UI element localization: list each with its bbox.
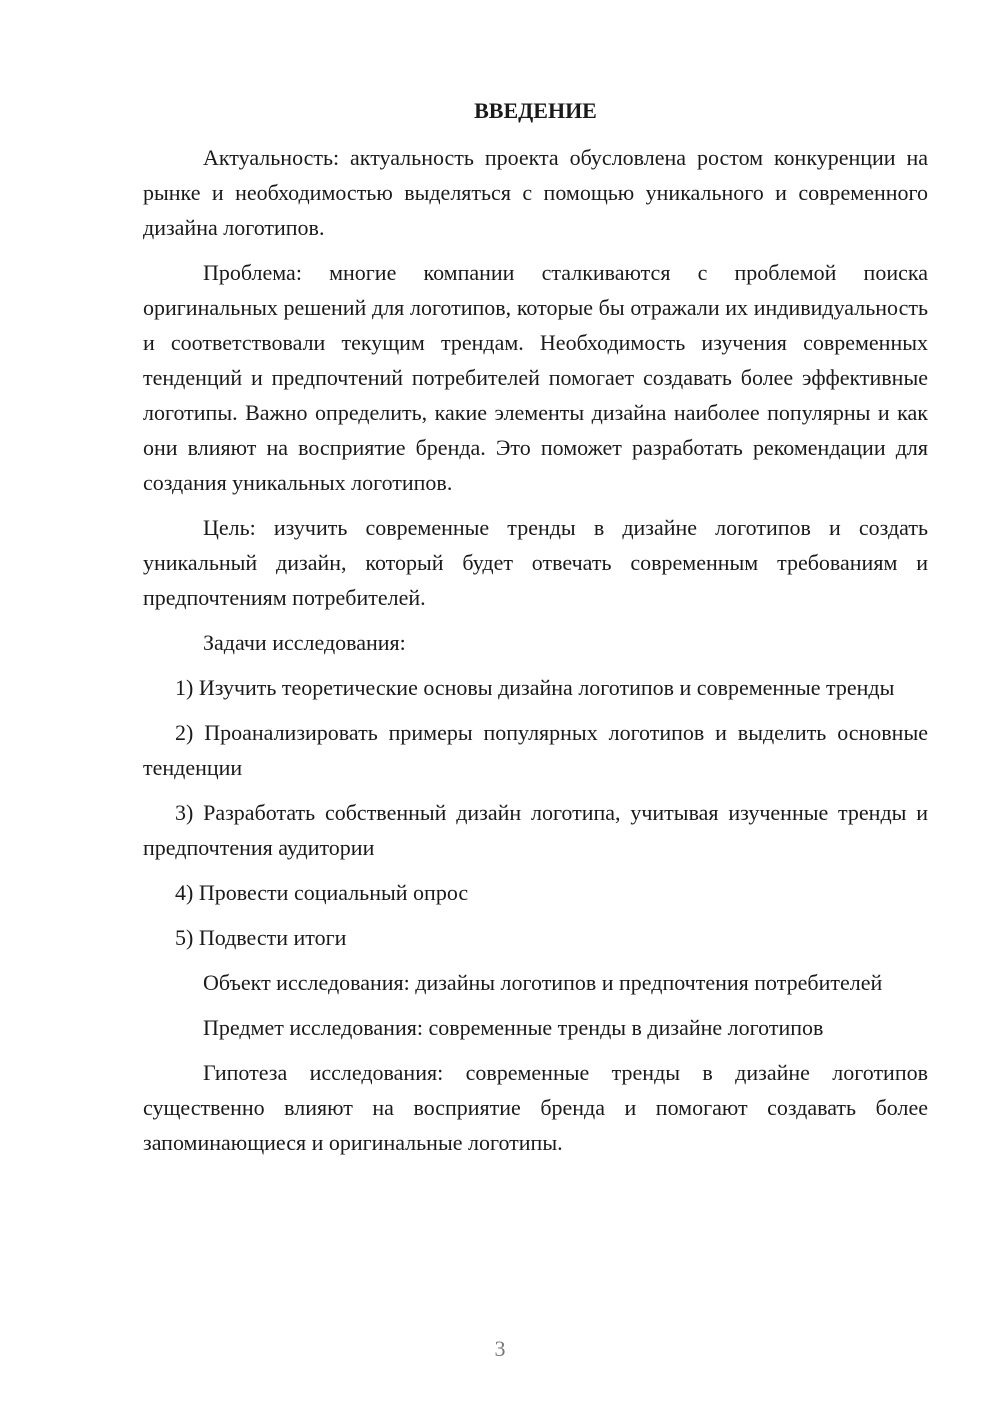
tasks-title: Задачи исследования: [203,630,406,655]
object-paragraph: Объект исследования: дизайны логотипов и предпочтения потребителей [203,970,883,995]
document-body [143,96,928,1170]
section-heading: ВВЕДЕНИЕ [474,98,597,123]
hypothesis-paragraph: Гипотеза исследования: современные тренды в дизайне логотипов существенно влияют на восприятие бренда и помогают создавать более запоминающиеся и оригинальные логотипы. [143,1060,928,1155]
goal-paragraph: Цель: изучить современные тренды в дизайне логотипов и создать уникальный дизайн, который будет отвечать современным требованиям и предпочтениям потребителей. [143,515,928,610]
relevance-paragraph: Актуальность: актуальность проекта обусловлена ростом конкуренции на рынке и необходимостью выделяться с помощью уникального и современного дизайна логотипов. [143,145,928,240]
task-item-2: 2) Проанализировать примеры популярных логотипов и выделить основные тенденции [143,720,928,780]
subject-paragraph: Предмет исследования: современные тренды в дизайне логотипов [203,1015,824,1040]
task-item-1: 1) Изучить теоретические основы дизайна логотипов и современные тренды [175,675,895,700]
problem-paragraph: Проблема: многие компании сталкиваются с проблемой поиска оригинальных решений для логотипов, которые бы отражали их индивидуальность и соответствовали текущим трендам. Необходимость изучения современных тенденций и предпочтений потребителей помогает создавать более эффективные логотипы. Важно определить, какие элементы дизайна наиболее популярны и как они влияют на восприятие бренда. Это поможет разработать рекомендации для создания уникальных логотипов. [143,260,928,495]
page-number: 3 [494,1336,506,1361]
task-item-3: 3) Разработать собственный дизайн логотипа, учитывая изученные тренды и предпочтения аудитории [143,800,928,860]
task-item-5: 5) Подвести итоги [175,925,347,950]
task-item-4: 4) Провести социальный опрос [175,880,469,905]
